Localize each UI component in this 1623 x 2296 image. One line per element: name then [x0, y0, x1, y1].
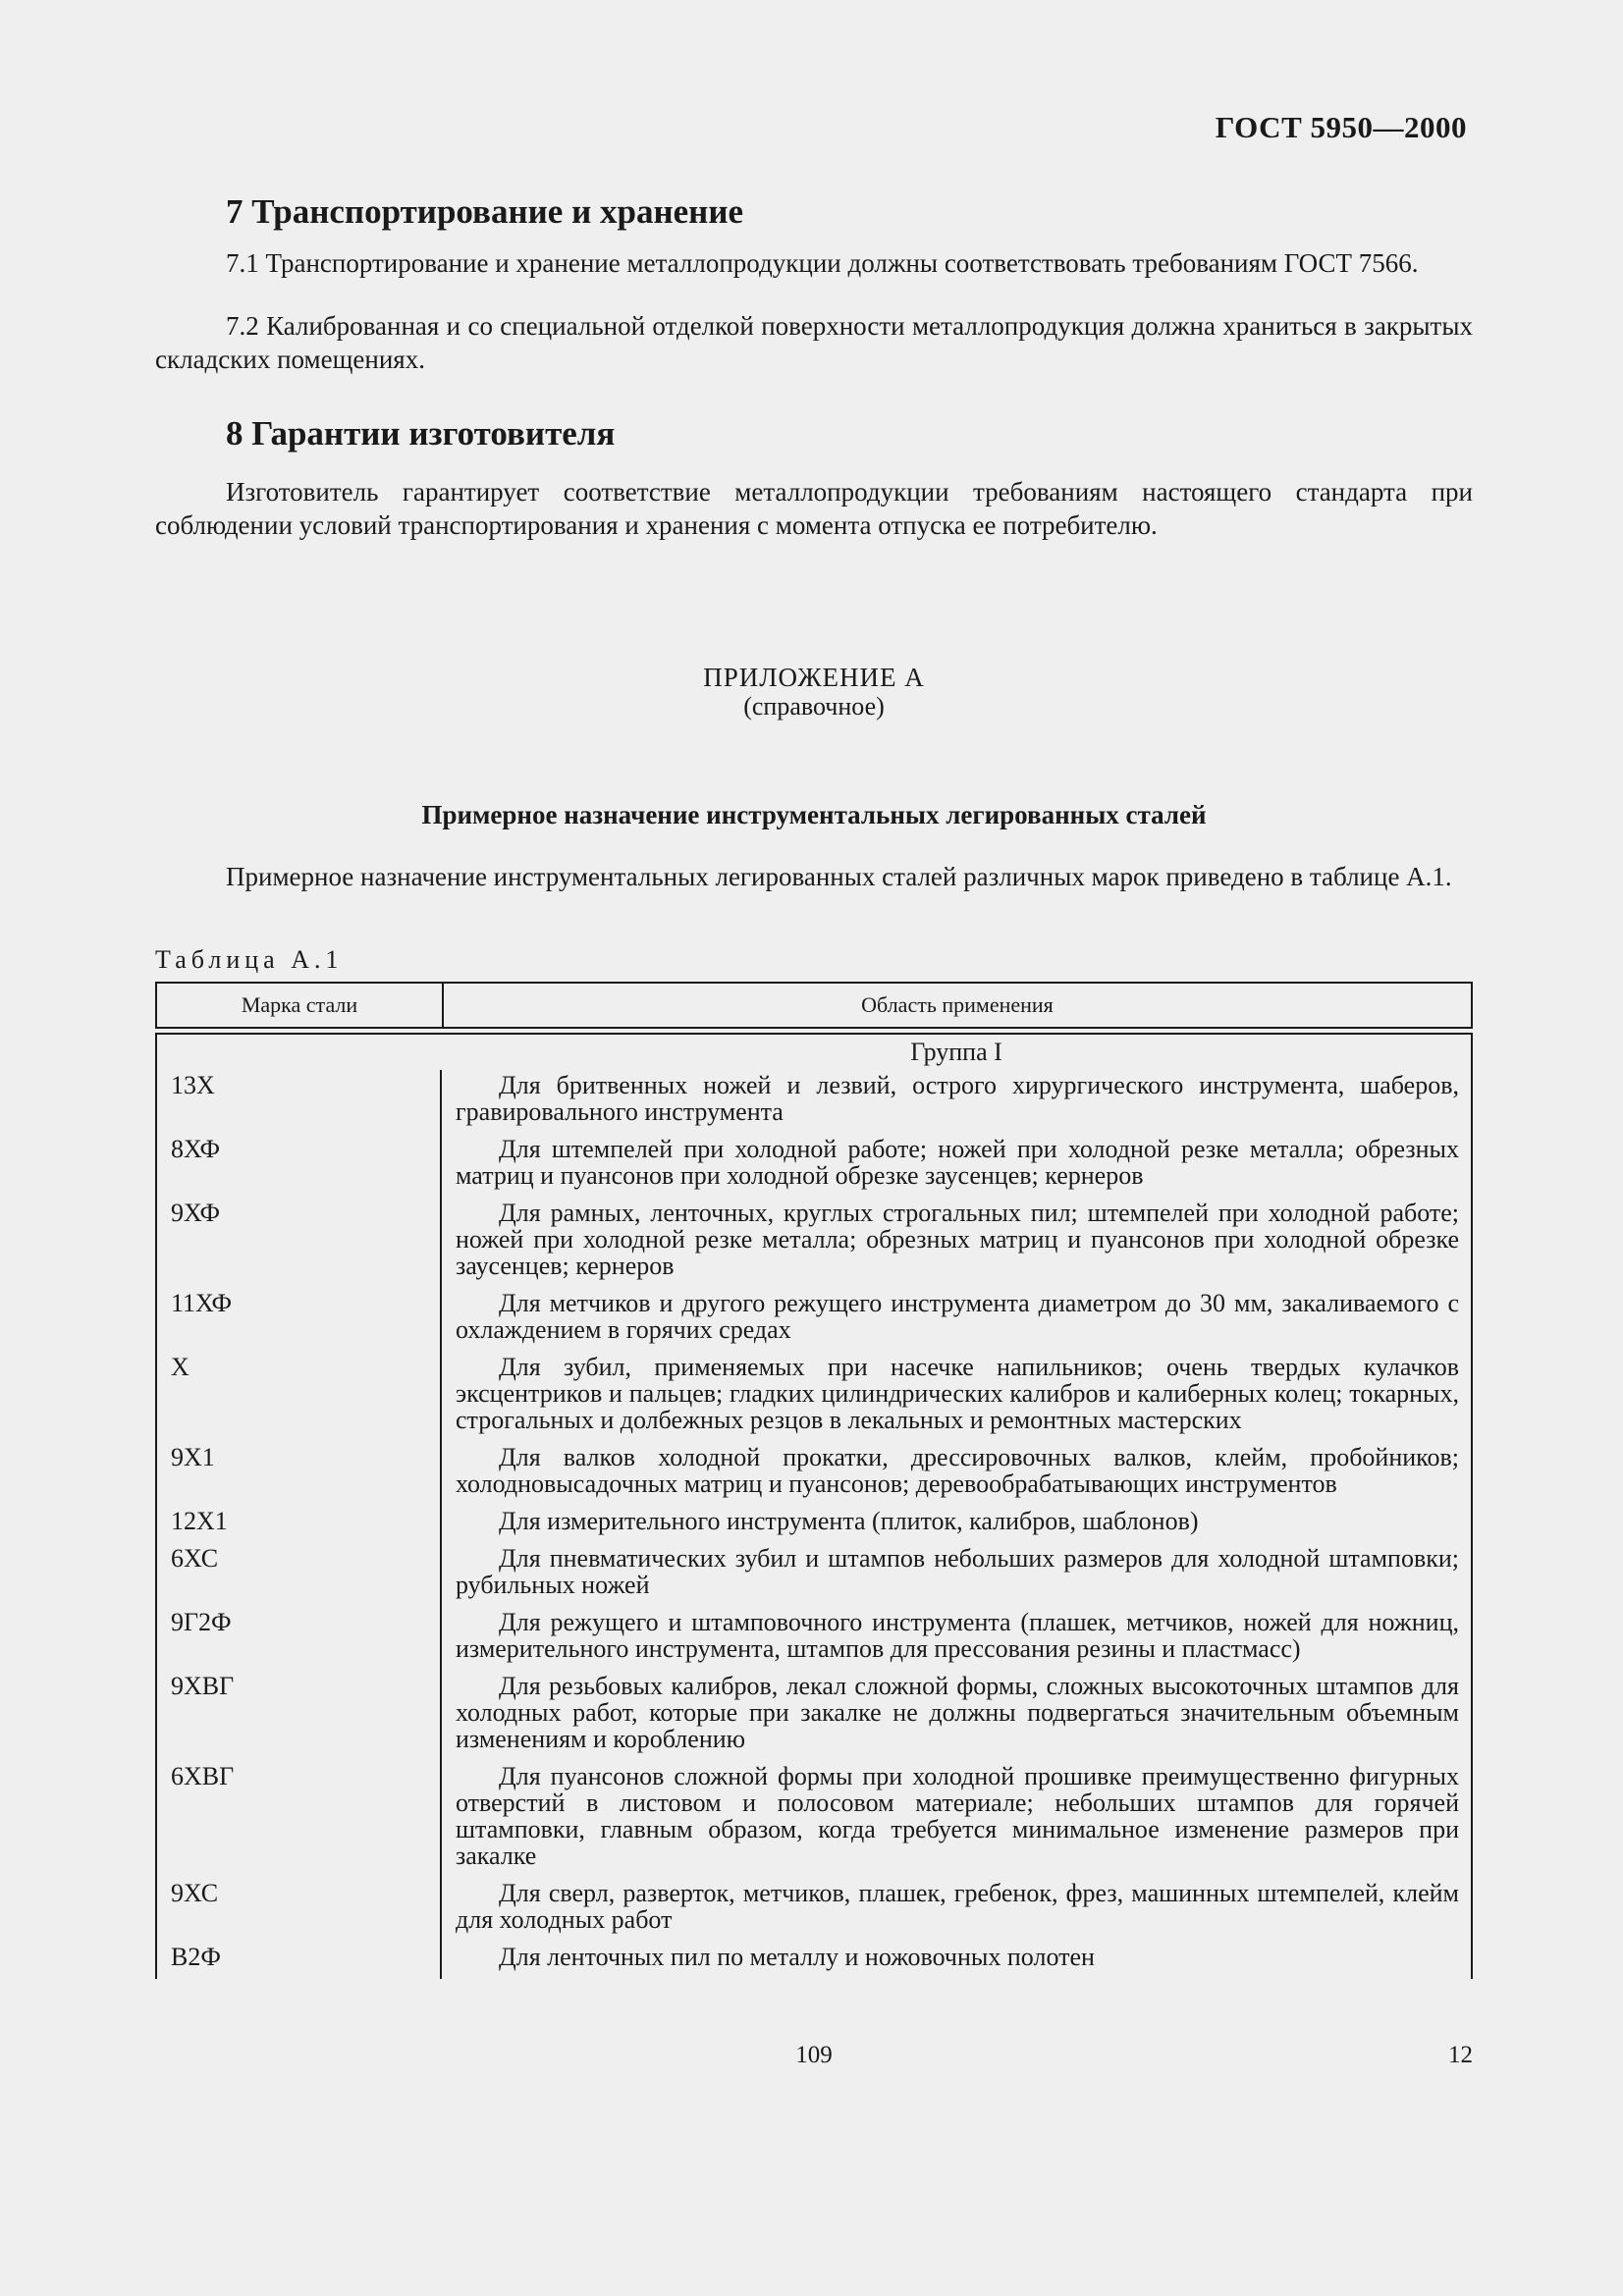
steel-grade-cell: 9ХФ [157, 1198, 442, 1288]
table-row [157, 1352, 1471, 1442]
appendix-title: ПРИЛОЖЕНИЕ А [703, 663, 925, 692]
application-cell: Для режущего и штамповочного инструмента (плашек, метчиков, ножей для ножниц, измерительного инструмента, штампов для прессования резины и пластмасс) [456, 1608, 1459, 1663]
appendix-subtitle: (справочное) [743, 692, 885, 721]
steel-grade-cell: 9Г2Ф [157, 1607, 442, 1671]
table-row [157, 1761, 1471, 1878]
table-row [157, 1543, 1471, 1607]
appendix-heading: Примерное назначение инструментальных легированных сталей [421, 800, 1207, 829]
steel-grade-cell: 12Х1 [157, 1506, 442, 1543]
application-cell: Для измерительного инструмента (плиток, калибров, шаблонов) [499, 1507, 1199, 1535]
steel-grade-table [155, 982, 1473, 1979]
steel-grade-cell: 6ХС [157, 1543, 442, 1607]
steel-grade-cell: 8ХФ [157, 1134, 442, 1198]
application-cell: Для штемпелей при холодной работе; ножей при холодной резке металла; обрезных матриц и пуансонов при холодной обрезке заусенцев; кернеров [456, 1135, 1459, 1190]
table-row [157, 1506, 1471, 1543]
application-cell: Для зубил, применяемых при насечке напильников; очень твердых кулачков эксцентриков и пальцев; гладких цилиндрических калибров и калиберных колец; токарных, строгальных и долбежных резцов в лекальных и ремонтных мастерских [456, 1353, 1459, 1434]
steel-grade-cell: Х [157, 1352, 442, 1442]
application-cell: Для ленточных пил по металлу и ножовочных полотен [499, 1943, 1095, 1971]
application-cell: Для пуансонов сложной формы при холодной прошивке преимущественно фигурных отверстий в листовом и полосовом материале; небольших штампов для горячей штамповки, главным образом, когда требуется минимальное изменение размеров при закалке [456, 1762, 1459, 1870]
table-body [155, 1033, 1473, 1979]
section-8-title: 8 Гарантии изготовителя [226, 414, 616, 453]
table-row [157, 1070, 1471, 1134]
page-number-center: 109 [795, 2042, 833, 2068]
section-7-paragraph-2: 7.2 Калиброванная и со специальной отделкой поверхности металлопродукция должна храниться в закрытых складских помещениях. [155, 311, 1473, 374]
table-row [157, 1134, 1471, 1198]
column-header-use: Область применения [861, 992, 1054, 1017]
application-cell: Для метчиков и другого режущего инструмента диаметром до 30 мм, закаливаемого с охлаждением в горячих средах [456, 1289, 1459, 1344]
table-row [157, 1288, 1471, 1352]
application-cell: Для пневматических зубил и штампов небольших размеров для холодной штамповки; рубильных ножей [456, 1544, 1459, 1599]
steel-grade-cell: 9Х1 [157, 1442, 442, 1506]
section-8-paragraph: Изготовитель гарантирует соответствие металлопродукции требованиям настоящего стандарта при соблюдении условий транспортирования и хранения с момента отпуска ее потребителю. [155, 477, 1473, 540]
table-rows [157, 1070, 1471, 1979]
application-cell: Для сверл, разверток, метчиков, плашек, гребенок, фрез, машинных штемпелей, клейм для холодных работ [456, 1879, 1459, 1934]
steel-grade-cell: В2Ф [157, 1942, 442, 1979]
application-cell: Для валков холодной прокатки, дрессировочных валков, клейм, пробойников; холодновысадочных матриц и пуансонов; деревообрабатывающих инструментов [456, 1443, 1459, 1498]
page-number-right: 12 [1448, 2042, 1473, 2068]
table-caption: Таблица А.1 [155, 945, 344, 974]
steel-grade-cell: 9ХВГ [157, 1671, 442, 1761]
table-row [157, 1607, 1471, 1671]
section-7-paragraph-1: 7.1 Транспортирование и хранение металлопродукции должны соответствовать требованиям ГОСТ 7566. [226, 248, 1419, 278]
table-row [157, 1198, 1471, 1288]
steel-grade-cell: 11ХФ [157, 1288, 442, 1352]
steel-grade-cell: 9ХС [157, 1878, 442, 1942]
document-id: ГОСТ 5950—2000 [1215, 110, 1467, 144]
column-header-grade: Марка стали [157, 984, 444, 1027]
appendix-intro: Примерное назначение инструментальных легированных сталей различных марок приведено в таблице А.1. [226, 862, 1452, 891]
application-cell: Для бритвенных ножей и лезвий, острого хирургического инструмента, шаберов, гравировального инструмента [456, 1071, 1459, 1126]
table-header [155, 982, 1473, 1029]
application-cell: Для рамных, ленточных, круглых строгальных пил; штемпелей при холодной работе; ножей при холодной резке металла; обрезных матриц и пуансонов при холодной обрезке заусенцев; кернеров [456, 1199, 1459, 1280]
steel-grade-cell: 13Х [157, 1070, 442, 1134]
table-row [157, 1442, 1471, 1506]
application-cell: Для резьбовых калибров, лекал сложной формы, сложных высокоточных штампов для холодных работ, которые при закалке не должны подвергаться значительным объемным изменениям и короблению [456, 1672, 1459, 1753]
table-row [157, 1878, 1471, 1942]
section-7-title: 7 Транспортирование и хранение [226, 192, 744, 231]
steel-grade-cell: 6ХВГ [157, 1761, 442, 1878]
table-group-label: Группа I [910, 1038, 1002, 1066]
table-row [157, 1671, 1471, 1761]
table-row [157, 1942, 1471, 1979]
